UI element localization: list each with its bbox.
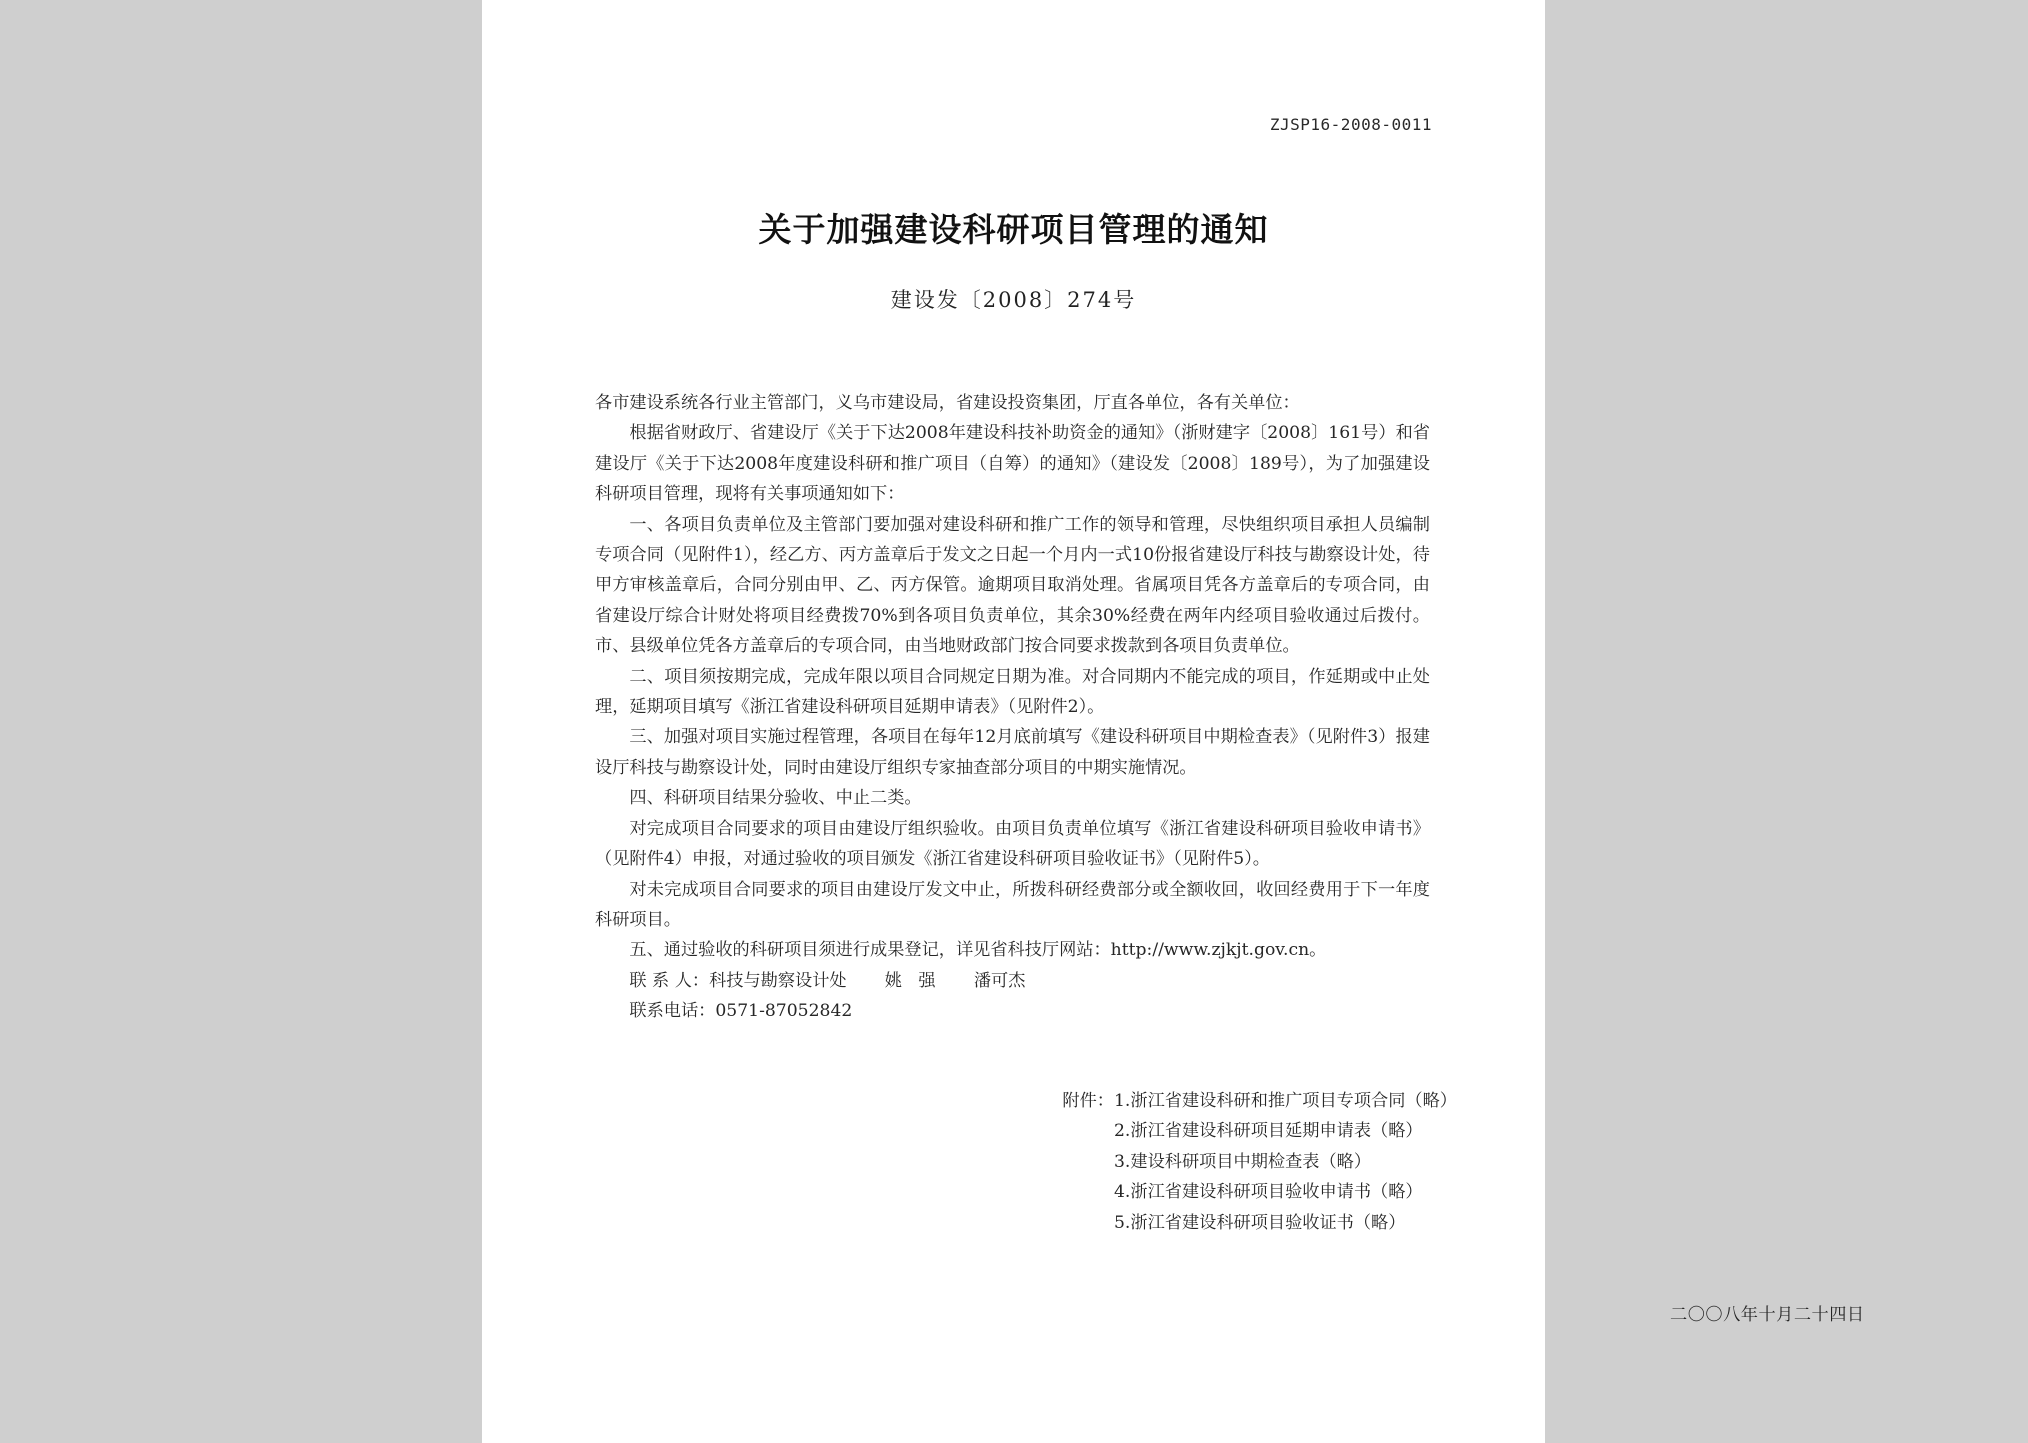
document-title: 关于加强建设科研项目管理的通知	[758, 210, 1269, 249]
contact-phone: 联系电话：0571-87052842	[629, 1001, 853, 1022]
paragraph-item-3: 三、加强对项目实施过程管理，各项目在每年12月底前填写《建设科研项目中期检查表》（见附件3）报建设厅科技与勘察设计处，同时由建设厅组织专家抽查部分项目的中期实施情况。	[595, 727, 1430, 778]
attachments-list	[1062, 1086, 1457, 1238]
document-number: 建设发〔2008〕274号	[890, 288, 1137, 312]
contact-person: 联 系 人：科技与勘察设计处 姚 强 潘可杰	[629, 970, 1026, 991]
attachment-item: 1.浙江省建设科研和推广项目专项合同（略）	[1114, 1091, 1457, 1111]
document-body	[595, 388, 1430, 1027]
paragraph-item-1: 一、各项目负责单位及主管部门要加强对建设科研和推广工作的领导和管理，尽快组织项目承担人员编制专项合同（见附件1），经乙方、丙方盖章后于发文之日起一个月内一式10份报省建设厅科技与勘察设计处，待甲方审核盖章后，合同分别由甲、乙、丙方保管。逾期项目取消处理。省属项目凭各方盖章后的专项合同，由省建设厅综合计财处将项目经费拨70%到各项目负责单位，其余30%经费在两年内经项目验收通过后拨付。市、县级单位凭各方盖章后的专项合同，由当地财政部门按合同要求拨款到各项目负责单位。	[595, 514, 1430, 657]
paragraph-intro: 根据省财政厅、省建设厅《关于下达2008年建设科技补助资金的通知》（浙财建字〔2008〕161号）和省建设厅《关于下达2008年度建设科研和推广项目（自筹）的通知》（建设发〔2008〕189号），为了加强建设科研项目管理，现将有关事项通知如下：	[595, 423, 1430, 505]
document-date: 二〇〇八年十月二十四日	[1670, 1305, 1865, 1325]
attachment-item: 4.浙江省建设科研项目验收申请书（略）	[1114, 1182, 1423, 1203]
document-code: ZJSP16-2008-0011	[1269, 115, 1432, 134]
attachment-item: 3.建设科研项目中期检查表（略）	[1114, 1151, 1372, 1172]
salutation: 各市建设系统各行业主管部门，义乌市建设局，省建设投资集团，厅直各单位，各有关单位：	[595, 393, 1300, 413]
attachment-item: 5.浙江省建设科研项目验收证书（略）	[1114, 1212, 1406, 1233]
paragraph-item-4: 四、科研项目结果分验收、中止二类。	[629, 788, 922, 809]
paragraph-item-2: 二、项目须按期完成，完成年限以项目合同规定日期为准。对合同期内不能完成的项目，作延期或中止处理，延期项目填写《浙江省建设科研项目延期申请表》（见附件2）。	[595, 666, 1430, 718]
paragraph-acceptance: 对完成项目合同要求的项目由建设厅组织验收。由项目负责单位填写《浙江省建设科研项目验收申请书》（见附件4）申报，对通过验收的项目颁发《浙江省建设科研项目验收证书》（见附件5）。	[595, 818, 1430, 870]
paragraph-item-5: 五、通过验收的科研项目须进行成果登记，详见省科技厅网站：http://www.zjkjt.gov.cn。	[629, 940, 1327, 961]
attachment-item: 2.浙江省建设科研项目延期申请表（略）	[1114, 1121, 1423, 1142]
attachments-label: 附件：	[1062, 1091, 1114, 1111]
document-page	[482, 0, 1865, 1443]
paragraph-termination: 对未完成项目合同要求的项目由建设厅发文中止，所拨科研经费部分或全额收回，收回经费用于下一年度科研项目。	[595, 879, 1430, 930]
